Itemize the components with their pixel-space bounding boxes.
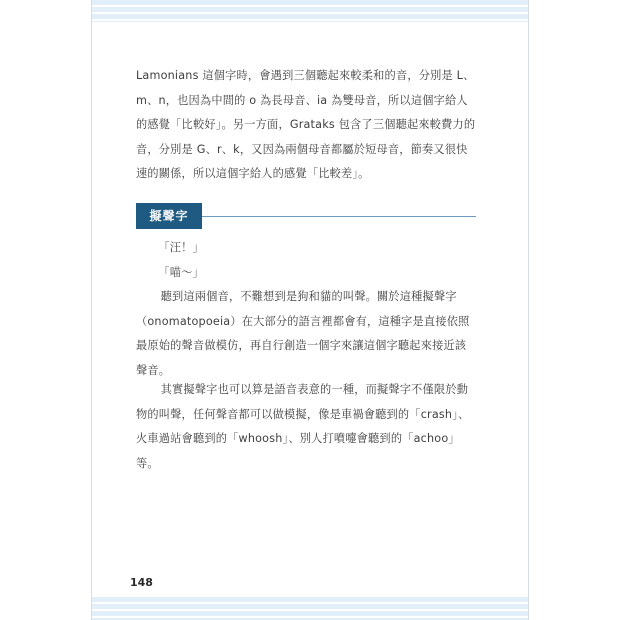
section-heading-rule	[202, 216, 476, 217]
page-number: 148	[130, 576, 153, 589]
paragraph-sound-symbolism	[136, 378, 476, 476]
bottom-decorative-stripe	[92, 597, 528, 620]
top-decorative-stripe	[92, 0, 528, 22]
paragraph-text: 聽到這兩個音，不難想到是狗和貓的叫聲。關於這種擬聲字（onomatopoeia）在大部分的語言裡都會有，這種字是直接依照最原始的聲音做模仿，再自行創造一個字來讓這個字聽起來接近該聲音。	[136, 290, 470, 377]
quote-meow: 「喵～」	[158, 265, 204, 279]
quote-bark: 「汪！」	[158, 241, 204, 254]
paragraph-text: 其實擬聲字也可以算是語音表意的一種，而擬聲字不僅限於動物的叫聲，任何聲音都可以做模擬，像是車禍會聽到的「crash」、火車過站會聽到的「whoosh」、別人打噴嚏會聽到的「achoo」等。	[136, 383, 470, 470]
paragraph-text: Lamonians 這個字時，會遇到三個聽起來較柔和的音，分別是 L、m、n，也因為中間的 o 為長母音、ia 為雙母音，所以這個字給人的感覺「比較好」。另一方面，Grataks 包含了三個聽起來較費力的音，分別是 G、r、k，又因為兩個母音都屬於短母音，節奏又很快速的關係，所以這個字給人的感覺「比較差」。	[136, 69, 476, 180]
paragraph-onomatopoeia	[136, 236, 476, 383]
section-heading	[136, 203, 476, 229]
section-heading-label: 擬聲字	[136, 203, 202, 229]
paragraph-lamonians	[136, 64, 476, 187]
